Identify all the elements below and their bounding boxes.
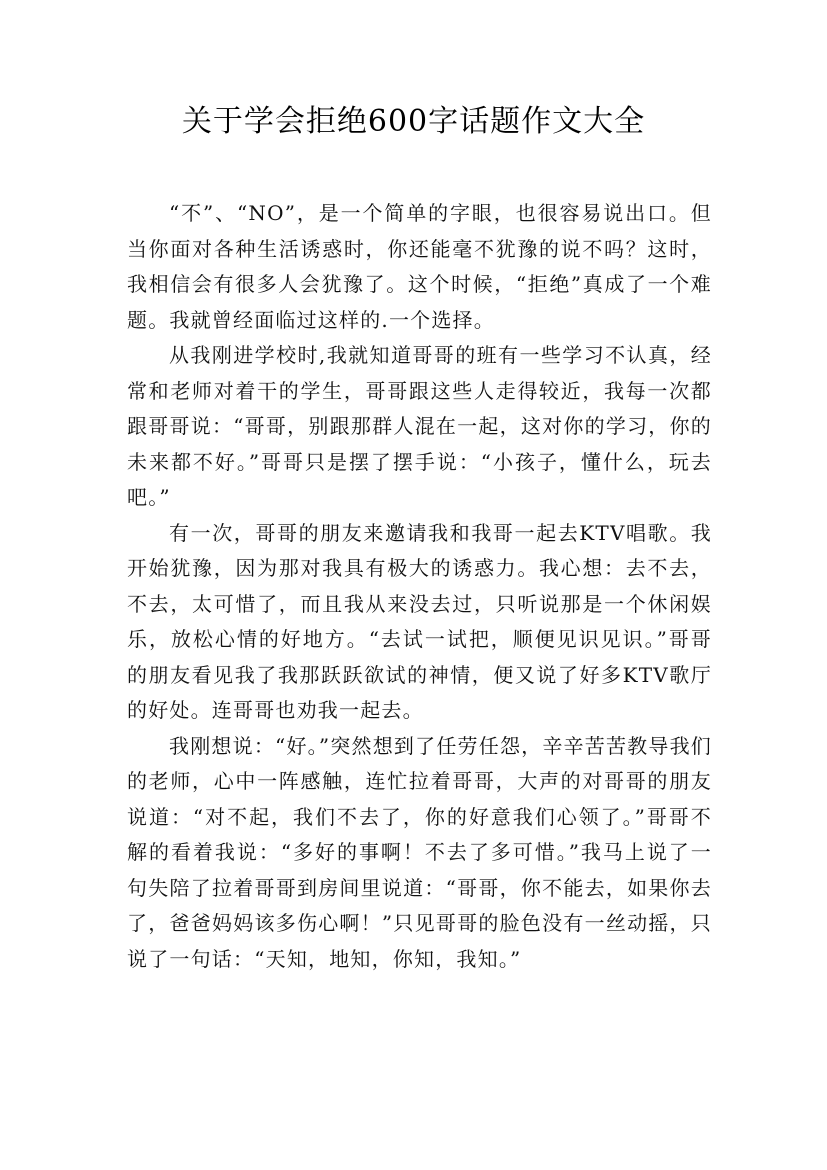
paragraph-1: “不”、“NO”，是一个简单的字眼，也很容易说出口。但当你面对各种生活诱惑时，你还能毫不犹豫的说不吗？这时，我相信会有很多人会犹豫了。这个时候，“拒绝”真成了一个难题。我就曾经面临过这样的.一个选择。: [127, 201, 712, 332]
document-title: 关于学会拒绝600字话题作文大全: [181, 104, 646, 139]
paragraph-2: 从我刚进学校时,我就知道哥哥的班有一些学习不认真，经常和老师对着干的学生，哥哥跟这些人走得较近，我每一次都跟哥哥说：“哥哥，别跟那群人混在一起，这对你的学习，你的未来都不好。”哥哥只是摆了摆手说：“小孩子，懂什么，玩去吧。”: [127, 343, 712, 509]
paragraph-4: 我刚想说：“好。”突然想到了任劳任怨，辛辛苦苦教导我们的老师，心中一阵感触，连忙拉着哥哥，大声的对哥哥的朋友说道：“对不起，我们不去了，你的好意我们心领了。”哥哥不解的看着我说：“多好的事啊！不去了多可惜。”我马上说了一句失陪了拉着哥哥到房间里说道：“哥哥，你不能去，如果你去了，爸爸妈妈该多伤心啊！”只见哥哥的脸色没有一丝动摇，只说了一句话：“天知，地知，你知，我知。”: [127, 733, 712, 971]
document-body: [127, 196, 712, 977]
paragraph-3: 有一次，哥哥的朋友来邀请我和我哥一起去KTV唱歌。我开始犹豫，因为那对我具有极大的诱惑力。我心想：去不去，不去，太可惜了，而且我从来没去过，只听说那是一个休闲娱乐，放松心情的好地方。“去试一试把，顺便见识见识。”哥哥的朋友看见我了我那跃跃欲试的神情，便又说了好多KTV歌厅的好处。连哥哥也劝我一起去。: [127, 520, 712, 722]
